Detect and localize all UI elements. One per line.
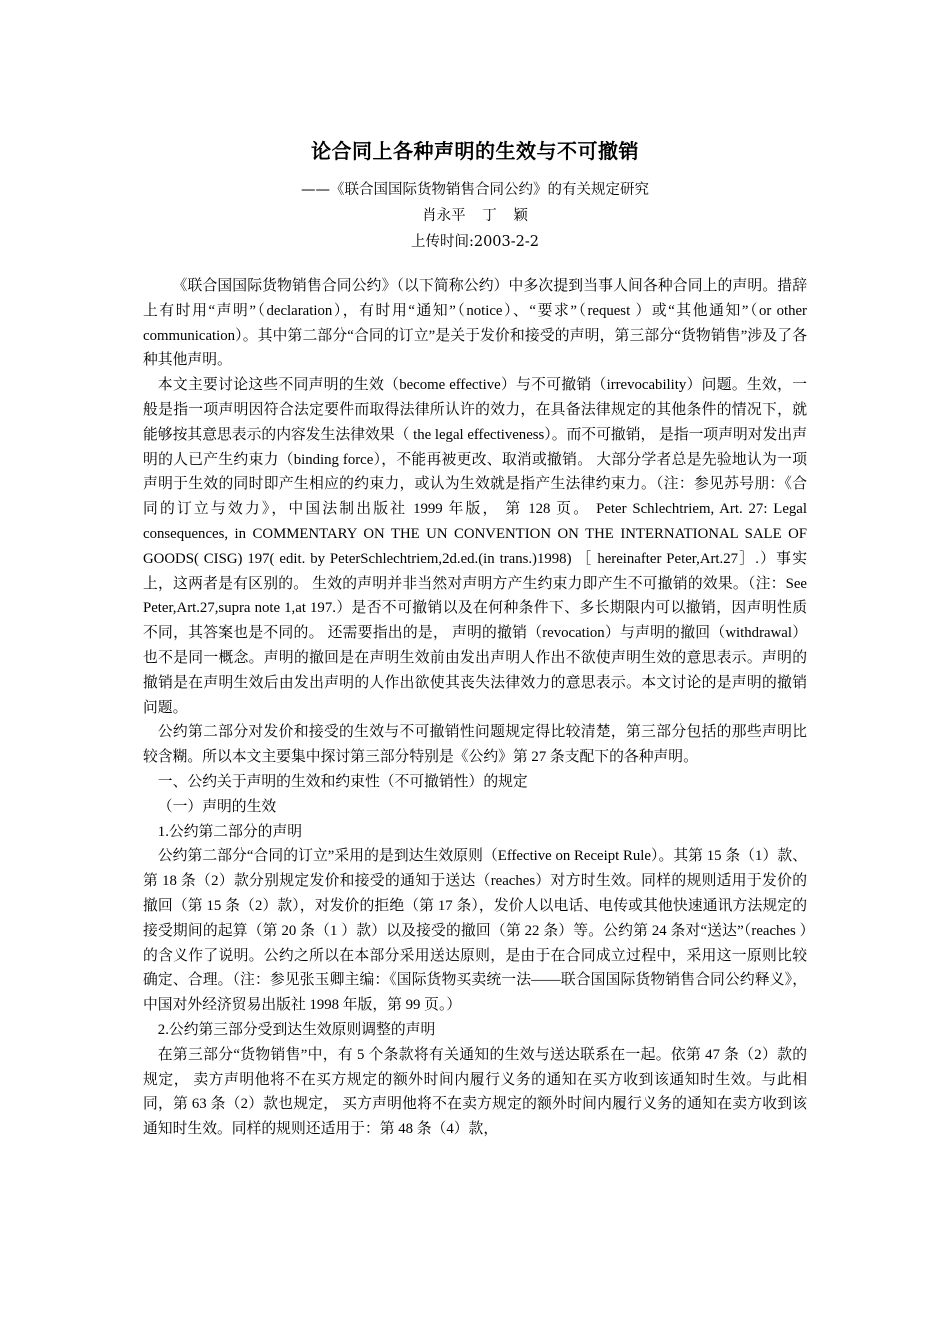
paragraph-effect-irrevocability: 本文主要讨论这些不同声明的生效（become effective）与不可撤销（irrevocability）问题。生效，一般是指一项声明因符合法定要件而取得法律所认许的效力，在具备法律规定的其他条件的情况下，就能够按其意思表示的内容发生法律效果（ the legal effectiveness）。而不可撤销， 是指一项声明对发出声明的人已产生约束力（binding force），不能再被更改、取消或撤销。 大部分学者总是先验地认为一项声明于生效的同时即产生相应的约束力，或认为生效就是指产生法律约束力。（注：参见苏号朋：《合同的订立与效力》，中国法制出版社 1999 年版， 第 128 页。 Peter Schlechtriem, Art. 27: Legal consequences, in COMMENTARY ON THE UN CONVENTION ON THE INTERNATIONAL SALE OF GOODS( CISG) 197( edit. by PeterSchlechtriem,2d.ed.(in trans.)1998) ［ hereinafter Peter,Art.27］.）事实上，这两者是有区别的。 生效的声明并非当然对声明方产生约束力即产生不可撤销的效果。（注：See Peter,Art.27,supra note 1,at 197.）是否不可撤销以及在何种条件下、多长期限内可以撤销，因声明性质不同，其答案也是不同的。 还需要指出的是， 声明的撤销（revocation）与声明的撤回（withdrawal）也不是同一概念。声明的撤回是在声明生效前由发出声明人作出不欲使声明生效的意思表示。声明的撤销是在声明生效后由发出声明的人作出欲使其丧失法律效力的意思表示。本文讨论的是声明的撤销问题。 [143, 377, 807, 716]
article-title: 论合同上各种声明的生效与不可撤销 [311, 139, 639, 163]
subsubsection-heading-1: 1.公约第二部分的声明 [157, 823, 303, 840]
section-heading-1: 一、公约关于声明的生效和约束性（不可撤销性）的规定 [157, 773, 528, 790]
paragraph-intro: 《联合国国际货物销售合同公约》（以下简称公约）中多次提到当事人间各种合同上的声明。措辞上有时用“声明”（declaration），有时用“通知”（notice）、“要求”（request ）或“其他通知”（or other communication）。其中第二部分“合同的订立”是关于发价和接受的声明，第三部分“货物销售”涉及了各种其他声明。 [143, 278, 807, 369]
article-body [143, 274, 807, 1142]
article-subtitle: ——《联合国国际货物销售合同公约》的有关规定研究 [301, 182, 649, 198]
paragraph-part-two: 公约第二部分“合同的订立”采用的是到达生效原则（Effective on Receipt Rule）。其第 15 条（1）款、第 18 条（2）款分别规定发价和接受的通知于送达（reaches）对方时生效。同样的规则适用于发价的撤回（第 15 条（2）款），对发价的拒绝（第 17 条），发价人以电话、电传或其他快速通讯方法规定的接受期间的起算（第 20 条（1 ）款）以及接受的撤回（第 22 条）等。公约第 24 条对“送达”（reaches ）的含义作了说明。公约之所以在本部分采用送达原则，是由于在合同成立过程中，采用这一原则比较确定、合理。（注：参见张玉卿主编：《国际货物买卖统一法——联合国国际货物销售合同公约释义》，中国对外经济贸易出版社 1998 年版，第 99 页。） [143, 848, 807, 1014]
paragraph-scope: 公约第二部分对发价和接受的生效与不可撤销性问题规定得比较清楚，第三部分包括的那些声明比较含糊。所以本文主要集中探讨第三部分特别是《公约》第 27 条支配下的各种声明。 [143, 724, 807, 766]
paragraph-part-three: 在第三部分“货物销售”中，有 5 个条款将有关通知的生效与送达联系在一起。依第 47 条（2）款的规定， 卖方声明他将不在买方规定的额外时间内履行义务的通知在买方收到该通知时生效。与此相同，第 63 条（2）款也规定， 买方声明他将不在卖方规定的额外时间内履行义务的通知在卖方收到该通知时生效。同样的规则还适用于：第 48 条（4）款， [143, 1046, 807, 1138]
upload-time: 上传时间:2003-2-2 [410, 234, 540, 250]
article-authors: 肖永平 丁 颖 [422, 208, 528, 224]
subsection-heading-1: （一）声明的生效 [157, 798, 277, 815]
subsubsection-heading-2: 2.公约第三部分受到达生效原则调整的声明 [157, 1021, 436, 1038]
